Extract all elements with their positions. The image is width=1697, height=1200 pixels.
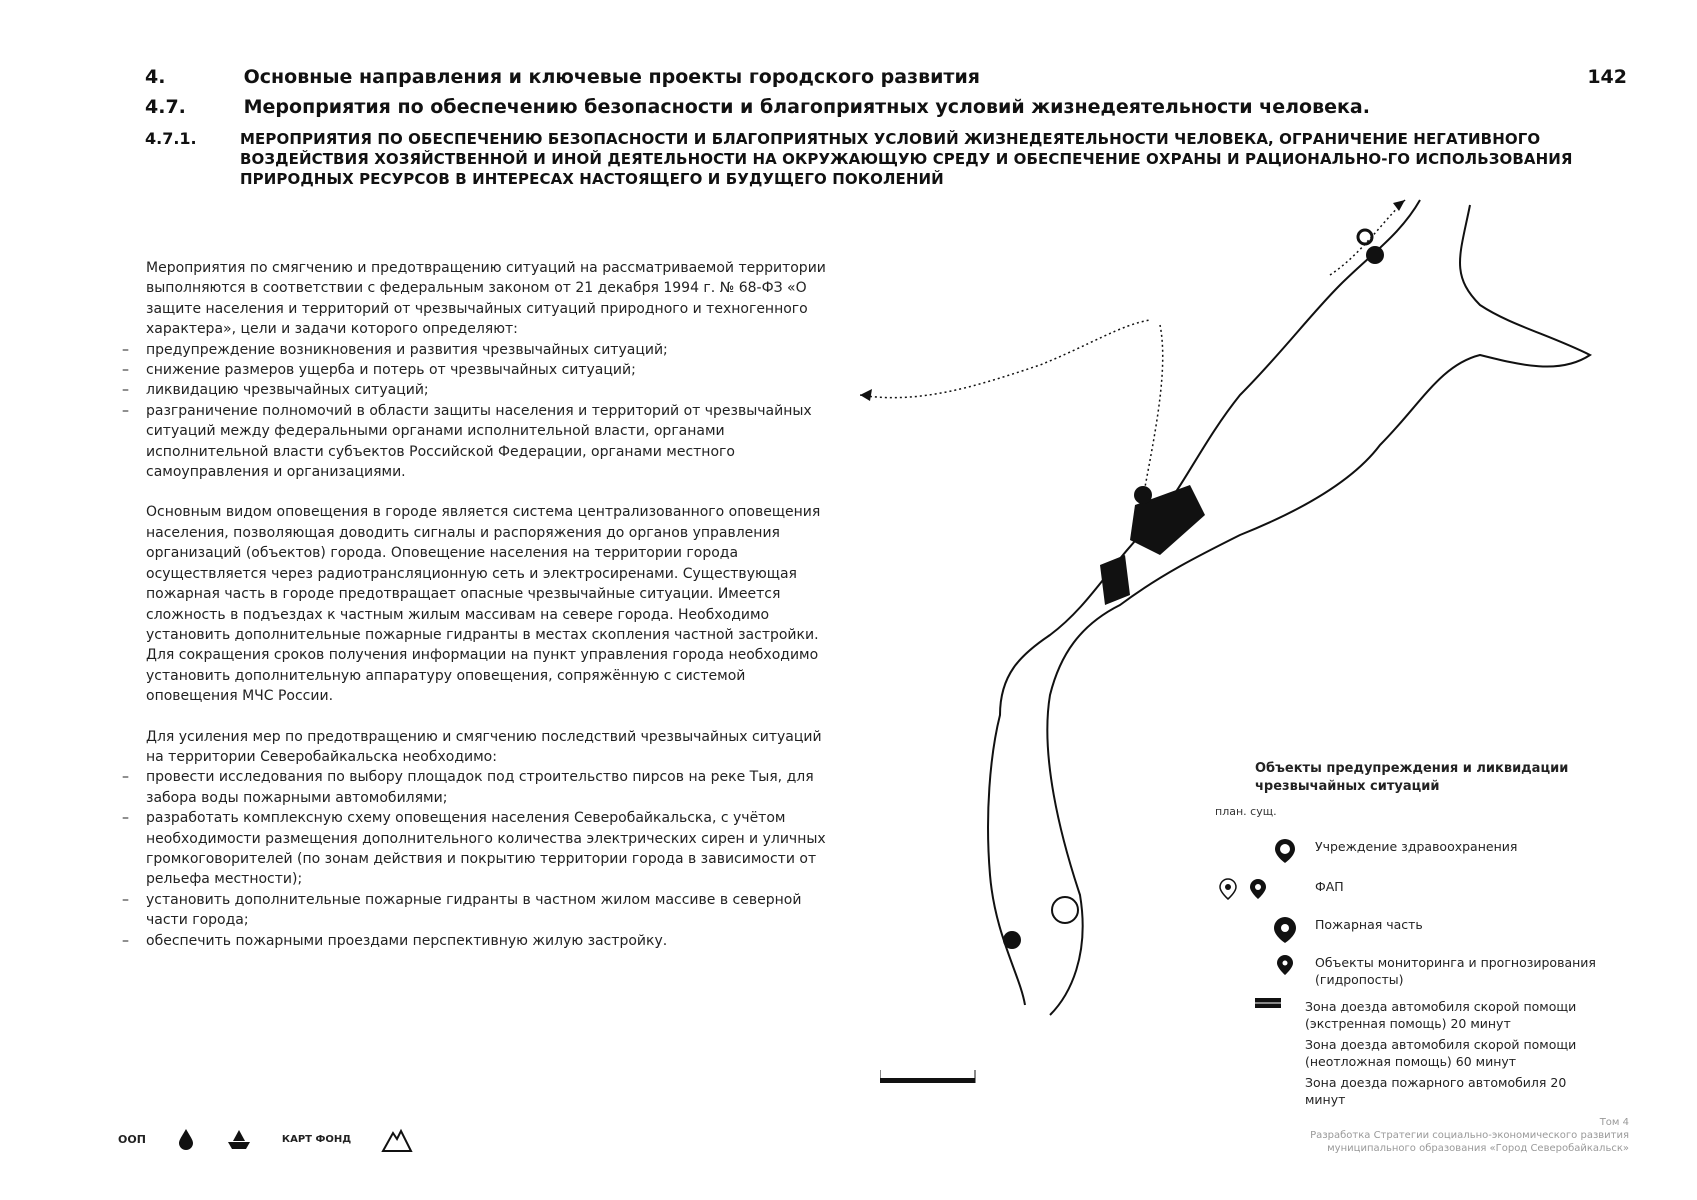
road-northeast xyxy=(1330,200,1405,275)
heading-level-1 xyxy=(145,66,980,88)
road-west xyxy=(860,320,1150,398)
list-goals xyxy=(122,340,827,483)
legend-row xyxy=(1255,838,1615,864)
fire-station-marker xyxy=(1134,486,1152,504)
legend-row xyxy=(1255,1036,1605,1070)
health-icon xyxy=(1274,838,1296,864)
paragraph-4: Для усиления мер по предотвращению и смягчению последствий чрезвычайных ситуаций на территории Северобайкальска необходимо: xyxy=(146,728,822,765)
fap-planned-icon xyxy=(1219,878,1237,900)
legend-title: Объекты предупреждения и ликвидации чрезвычайных ситуаций xyxy=(1255,761,1569,794)
list-item: – предупреждение возникновения и развития чрезвычайных ситуаций; xyxy=(122,340,827,360)
list-item: – обеспечить пожарными проездами перспективную жилую застройку. xyxy=(122,931,827,951)
list-item: – разграничение полномочий в области защиты населения и территорий от чрезвычайных ситуаций между федеральными органами исполнительной власти, органами исполнительной власти субъектов Российской Федерации, органами местного самоуправления и организациями. xyxy=(122,401,827,483)
footer-volume: Том 4 xyxy=(1599,1117,1629,1128)
legend-label: Зона доезда автомобиля скорой помощи (экстренная помощь) 20 минут xyxy=(1305,999,1577,1031)
heading-3-number: 4.7.1. xyxy=(145,129,197,148)
paragraph-1: Мероприятия по смягчению и предотвращению ситуаций на рассматриваемой территории выполняются в соответствии с федеральным законом от 21 декабря 1994 г. № 68-ФЗ «О защите населения и территорий от чрезвычайных ситуаций природного и техногенного характера», цели и задачи которого определяют: xyxy=(146,260,826,338)
heading-2-number: 4.7. xyxy=(145,96,186,118)
list-item: – снижение размеров ущерба и потерь от чрезвычайных ситуаций; xyxy=(122,360,827,380)
boat-logo-icon xyxy=(226,1128,252,1150)
list-item: – провести исследования по выбору площадок под строительство пирсов на реке Тыя, для забора воды пожарными автомобилями; xyxy=(122,767,827,808)
monitoring-icon xyxy=(1276,954,1294,976)
fire-station-marker xyxy=(1366,246,1384,264)
body-text xyxy=(122,258,827,951)
list-item: – разработать комплексную схему оповещения населения Северобайкальска, с учётом необходимости размещения дополнительного количества электрических сирен и уличных громкоговорителей (по зонам действия и покрытию территории города в зависимости от рельефа местности); xyxy=(122,808,827,890)
drop-logo-icon xyxy=(176,1127,196,1151)
legend-label: Зона доезда пожарного автомобиля 20 минут xyxy=(1305,1075,1567,1107)
legend-label: Учреждение здравоохранения xyxy=(1315,839,1518,854)
legend-row xyxy=(1255,878,1615,900)
ambulance-zone-icon xyxy=(1255,998,1281,1008)
paragraph-3: Для сокращения сроков получения информации на пункт управления города необходимо установить дополнительную аппаратуру оповещения, сопряжённую с системой оповещения МЧС России. xyxy=(146,647,819,705)
footer-logos xyxy=(118,1125,413,1153)
legend-subheader: план. сущ. xyxy=(1215,805,1277,818)
footer-project-title: Разработка Стратегии социально-экономического развития муниципального образования «Город Северобайкальск» xyxy=(1310,1130,1629,1154)
mountain-logo-icon xyxy=(381,1125,413,1153)
lake-icon xyxy=(1052,897,1078,923)
fire-station-icon xyxy=(1273,916,1297,944)
settlement-south xyxy=(1100,555,1130,605)
legend-row xyxy=(1255,1074,1605,1108)
list-item: – ликвидацию чрезвычайных ситуаций; xyxy=(122,380,827,400)
health-marker xyxy=(1358,230,1372,244)
heading-3-text: МЕРОПРИЯТИЯ ПО ОБЕСПЕЧЕНИЮ БЕЗОПАСНОСТИ И БЛАГОПРИЯТНЫХ УСЛОВИЙ ЖИЗНЕДЕЯТЕЛЬНОСТИ ЧЕЛОВЕКА, ОГРАНИЧЕНИЕ НЕГАТИВНОГО ВОЗДЕЙСТВИЯ ХОЗЯЙСТВЕННОЙ И ИНОЙ ДЕЯТЕЛЬНОСТИ НА ОКРУЖАЮЩУЮ СРЕДУ И ОБЕСПЕЧЕНИЕ ОХРАНЫ И РАЦИОНАЛЬНО-ГО ИСПОЛЬЗОВАНИЯ ПРИРОДНЫХ РЕСУРСОВ В ИНТЕРЕСАХ НАСТОЯЩЕГО И БУДУЩЕГО ПОКОЛЕНИЙ xyxy=(240,130,1573,188)
legend-label: ФАП xyxy=(1315,879,1344,894)
paragraph-2: Основным видом оповещения в городе является система централизованного оповещения населения, позволяющая доводить сигналы и распоряжения до органов управления организаций (объектов) города. Оповещение населения на территории города осуществляется через радиотрансляционную сеть и электросиренами. Существующая пожарная часть в городе предотвращает опасные чрезвычайные ситуации. Имеется сложность в подъездах к частным жилым массивам на севере города. Необходимо установить дополнительные пожарные гидранты в местах скопления частной застройки. xyxy=(146,504,821,643)
legend-label: Пожарная часть xyxy=(1315,917,1423,932)
heading-1-text: Основные направления и ключевые проекты городского развития xyxy=(243,66,980,88)
legend-label: Зона доезда автомобиля скорой помощи (неотложная помощь) 60 минут xyxy=(1305,1037,1577,1069)
list-item: – установить дополнительные пожарные гидранты в частном жилом массиве в северной части города; xyxy=(122,890,827,931)
heading-2-text: Мероприятия по обеспечению безопасности и благоприятных условий жизнедеятельности человека. xyxy=(243,96,1370,118)
logo-oop: ООП xyxy=(118,1132,146,1146)
legend-row xyxy=(1255,954,1615,988)
map-legend xyxy=(1215,760,1635,1107)
logo-kartfond: КАРТ ФОНД xyxy=(281,1133,352,1145)
fap-existing-icon xyxy=(1249,878,1267,900)
page-number: 142 xyxy=(1587,66,1627,88)
arrow-west xyxy=(860,389,872,401)
heading-1-number: 4. xyxy=(145,66,166,88)
scale-bar xyxy=(880,1060,990,1090)
legend-label: Объекты мониторинга и прогнозирования (гидропосты) xyxy=(1315,955,1596,987)
arrow-northeast xyxy=(1393,200,1405,211)
list-measures xyxy=(122,767,827,951)
footer-caption xyxy=(1249,1116,1629,1155)
legend-row xyxy=(1255,998,1605,1032)
legend-row xyxy=(1255,916,1615,944)
heading-level-2 xyxy=(145,96,1370,118)
fire-station-marker xyxy=(1003,931,1021,949)
